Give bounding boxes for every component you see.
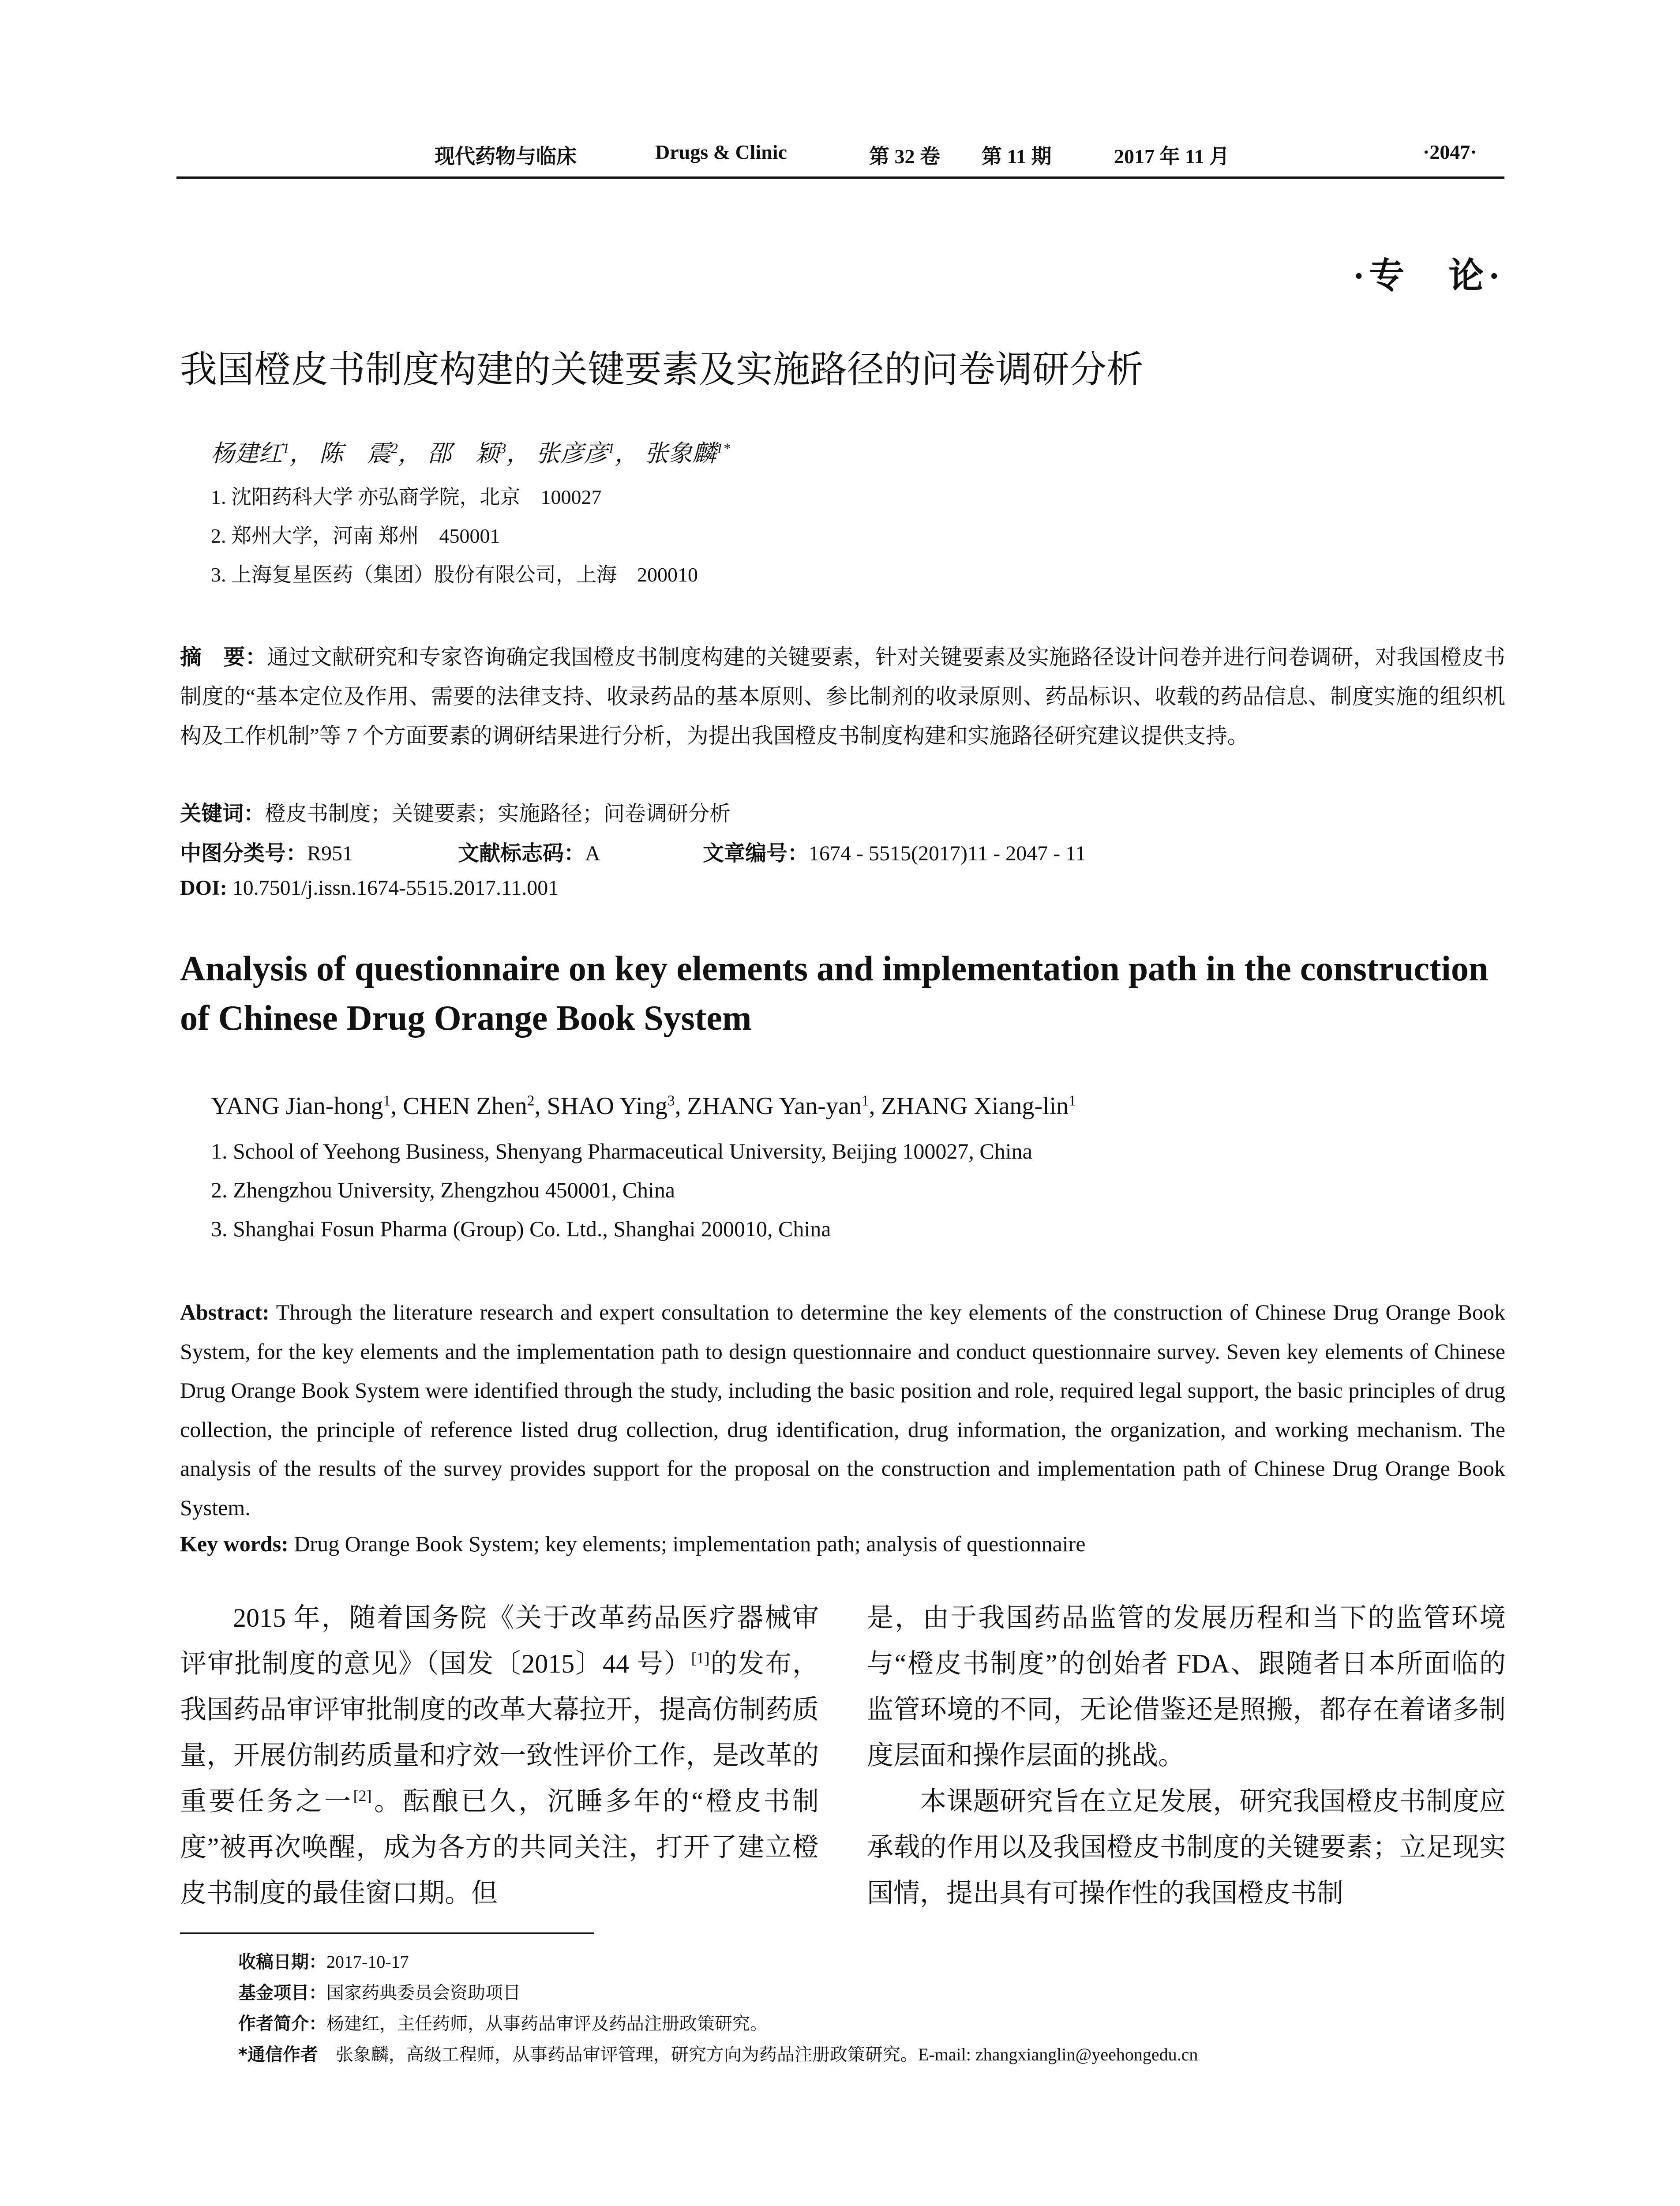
author-2-aff: 2: [390, 441, 398, 457]
author-5: 张象麟: [644, 440, 716, 467]
author-5-aff: 1*: [716, 441, 731, 457]
doi-line: [180, 876, 559, 900]
body-column-left: [180, 1595, 819, 1916]
affiliation-cn-3: 3. 上海复星医药（集团）股份有限公司，上海 200010: [211, 563, 698, 586]
doi-label: DOI:: [180, 876, 227, 900]
body-paragraph-1-continued: 是，由于我国药品监管的发展历程和当下的监管环境与“橙皮书制度”的创始者 FDA、跟随者日本所面临的监管环境的不同，无论借鉴还是照搬，都存在着诸多制度层面和操作层面的挑战。: [867, 1603, 1506, 1770]
affiliation-cn-1: 1. 沈阳药科大学 亦弘商学院，北京 100027: [211, 486, 602, 508]
body-column-right: [867, 1595, 1506, 1916]
footnote-corresponding: [238, 2041, 1198, 2066]
keywords-cn: [180, 796, 731, 827]
author-3: 邵 颖: [428, 440, 499, 467]
affiliation-en-1: 1. School of Yeehong Business, Shenyang Pharmaceutical University, Beijing 100027, China: [211, 1139, 1032, 1163]
abstract-en-text: Through the literature research and expert consultation to determine the key elements of the construction of Chinese Drug Orange Book System, for the key elements and the implementation path to design questionnaire and conduct questionnaire survey. Seven key elements of Chinese Drug Orange Book System were identified through the study, including the basic position and role, required legal support, the basic principles of drug collection, the principle of reference listed drug collection, drug identification, drug information, the organization, and working mechanism. The analysis of the results of the survey provides support for the proposal on the construction and implementation path of Chinese Drug Orange Book System.: [180, 1300, 1505, 1520]
keywords-en-text: Drug Orange Book System; key elements; implementation path; analysis of questionnaire: [288, 1531, 1086, 1556]
received-date: 2017-10-17: [326, 1952, 409, 1972]
author-2: 陈 震: [319, 440, 391, 467]
article-label: 文章编号：: [703, 841, 809, 866]
author-en-3: SHAO Ying: [547, 1092, 668, 1120]
footnote-fund: [238, 1979, 521, 2004]
footnote-rule: [180, 1932, 594, 1934]
running-header: [176, 140, 1504, 176]
article-value: 1674 - 5515(2017)11 - 2047 - 11: [809, 842, 1086, 865]
citation-2[interactable]: [2]: [353, 1787, 372, 1805]
abstract-cn: [180, 638, 1505, 755]
affiliation-en-3: 3. Shanghai Fosun Pharma (Group) Co. Ltd., Shanghai 200010, China: [211, 1216, 831, 1241]
doc-label: 文献标志码：: [458, 841, 585, 866]
fund-text: 国家药典委员会资助项目: [326, 1983, 521, 2003]
author-en-1-aff: 1: [383, 1092, 391, 1109]
document-code: [458, 836, 600, 867]
author-1-aff: 1: [282, 441, 290, 457]
author-en-1: YANG Jian-hong: [211, 1092, 383, 1120]
author-en-2: CHEN Zhen: [403, 1092, 527, 1120]
author-en-4: ZHANG Yan-yan: [687, 1092, 862, 1120]
clc-code: [180, 836, 353, 867]
authors-cn: 杨建红$^1$， 陈 震$^2$， 邵 颖$^3$， 张彦彦$^1$， 张象麟$^{1*}$: [211, 440, 731, 467]
authors-en: YANG Jian-hong$^1$, CHEN Zhen$^2$, SHAO Ying$^3$, ZHANG Yan-yan$^1$, ZHANG Xiang-lin$^1$: [211, 1092, 1076, 1120]
author-1: 杨建红: [211, 440, 282, 467]
volume: 第 32 卷: [869, 145, 940, 168]
author-en-4-aff: 1: [861, 1092, 869, 1109]
body-text: 的发布，我国药品审评审批制度的改革大幕拉开，提高仿制药质量，开展仿制药质量和疗效一致性评价工作，是改革的重要任务之一: [180, 1649, 819, 1816]
issue: 第 11 期: [982, 145, 1052, 168]
column-tag: ·专 论·: [1353, 257, 1504, 296]
author-en-3-aff: 3: [667, 1092, 675, 1109]
keywords-cn-text: 橙皮书制度；关键要素；实施路径；问卷调研分析: [265, 802, 731, 825]
keywords-en-label: Key words:: [180, 1531, 289, 1556]
body-text: 。酝酿已久，沉睡多年的“橙皮书制度”被再次唤醒，成为各方的共同关注，打开了建立橙皮书制度的最佳窗口期。但: [180, 1787, 819, 1908]
author-4-aff: 1: [608, 441, 615, 457]
body-paragraph-1: [180, 1595, 819, 1916]
affiliation-en-2: 2. Zhengzhou University, Zhengzhou 450001, China: [211, 1178, 675, 1202]
journal-name-en: Drugs & Clinic: [655, 141, 787, 163]
author-en-5-aff: 1: [1069, 1092, 1076, 1109]
article-number: [703, 836, 1086, 867]
citation-1[interactable]: [1]: [691, 1649, 710, 1667]
doc-value: A: [585, 842, 600, 865]
bio-label: 作者简介：: [238, 2014, 326, 2034]
author-en-5: ZHANG Xiang-lin: [881, 1092, 1069, 1120]
abstract-en-label: Abstract:: [180, 1300, 270, 1324]
author-3-aff: 3: [499, 441, 506, 457]
corr-text: 张象麟，高级工程师，从事药品审评管理，研究方向为药品注册政策研究。E-mail: zhangxianglin@yeehongedu.cn: [318, 2045, 1198, 2064]
doi-value: 10.7501/j.issn.1674-5515.2017.11.001: [227, 876, 559, 900]
keywords-en: [180, 1531, 1085, 1557]
clc-value: R951: [307, 842, 353, 865]
footnote-author-bio: [238, 2010, 768, 2035]
fund-label: 基金项目：: [238, 1983, 326, 2003]
abstract-en: [180, 1293, 1505, 1527]
keywords-cn-label: 关键词：: [180, 801, 265, 826]
abstract-cn-text: 通过文献研究和专家咨询确定我国橙皮书制度构建的关键要素，针对关键要素及实施路径设计问卷并进行问卷调研，对我国橙皮书制度的“基本定位及作用、需要的法律支持、收录药品的基本原则、参比制剂的收录原则、药品标识、收载的药品信息、制度实施的组织机构及工作机制”等 7 个方面要素的调研结果进行分析，为提出我国橙皮书制度构建和实施路径研究建议提供支持。: [180, 645, 1505, 748]
body-paragraph-2: 本课题研究旨在立足发展，研究我国橙皮书制度应承载的作用以及我国橙皮书制度的关键要素；立足现实国情，提出具有可操作性的我国橙皮书制: [867, 1787, 1506, 1908]
footnote-received: [238, 1948, 409, 1973]
corr-label: *通信作者: [238, 2045, 318, 2065]
bio-text: 杨建红，主任药师，从事药品审评及药品注册政策研究。: [326, 2014, 768, 2033]
clc-label: 中图分类号：: [180, 841, 308, 866]
page-number: ·2047·: [1423, 141, 1477, 163]
author-4: 张彦彦: [536, 440, 608, 467]
author-en-2-aff: 2: [527, 1092, 535, 1109]
received-label: 收稿日期：: [238, 1952, 326, 1972]
title-cn: 我国橙皮书制度构建的关键要素及实施路径的问卷调研分析: [180, 348, 1144, 391]
affiliation-cn-2: 2. 郑州大学，河南 郑州 450001: [211, 525, 500, 547]
title-en: Analysis of questionnaire on key elements and implementation path in the construction of Chinese Drug Orange Book System: [180, 949, 1489, 1038]
header-rule: [176, 176, 1504, 179]
abstract-cn-label: 摘 要：: [180, 645, 267, 670]
journal-name-cn: 现代药物与临床: [435, 145, 577, 168]
body-text: 2015 年，随着国务院《关于改革药品医疗器械审评审批制度的意见》（国发〔2015〕44 号）: [180, 1603, 819, 1678]
issue-date: 2017 年 11 月: [1114, 145, 1230, 168]
